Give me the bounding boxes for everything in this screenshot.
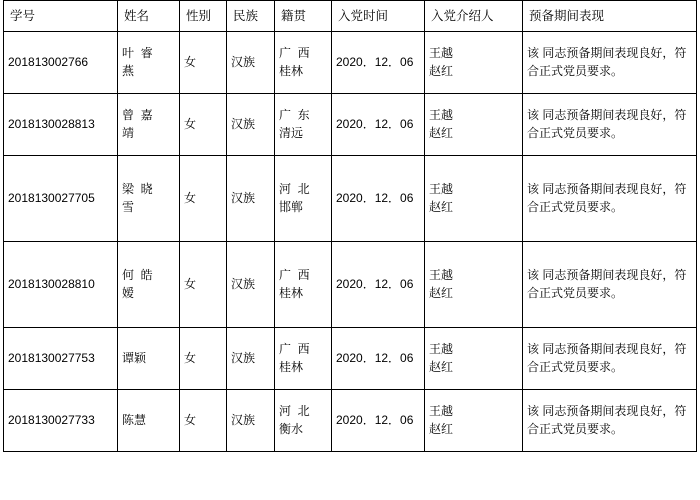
cell-introducer — [425, 32, 523, 94]
cell-gender: 女 — [180, 328, 227, 390]
cell-student-id — [4, 32, 118, 94]
table-row — [4, 32, 697, 94]
table-row — [4, 242, 697, 328]
cell-name — [118, 156, 180, 242]
introducer-line-2: 赵红 — [429, 63, 454, 78]
performance-text: 该 同志预备期间表现良好，符合正式党员要求。 — [527, 404, 687, 436]
hometown-line-2: 邯郸 — [279, 199, 304, 214]
cell-introducer — [425, 328, 523, 390]
name-line-2: 靖 — [122, 125, 135, 140]
cell-gender: 女 — [180, 156, 227, 242]
cell-join-date — [332, 242, 425, 328]
hometown-line-1: 河 北 — [279, 404, 310, 419]
hometown-line-1: 广 西 — [279, 342, 310, 357]
cell-hometown — [275, 32, 332, 94]
table-header — [4, 1, 697, 32]
cell-ethnicity: 汉族 — [227, 242, 275, 328]
student-id-line-2: 33 — [81, 412, 95, 427]
cell-gender: 女 — [180, 94, 227, 156]
hometown-line-1: 广 西 — [279, 268, 310, 283]
cell-introducer — [425, 242, 523, 328]
cell-student-id — [4, 94, 118, 156]
introducer-line-1: 王越 — [429, 182, 454, 197]
introducer-line-1: 王越 — [429, 268, 454, 283]
cell-performance — [523, 32, 697, 94]
hometown-line-2: 清远 — [279, 125, 304, 140]
introducer-line-2: 赵红 — [429, 125, 454, 140]
cell-introducer — [425, 390, 523, 452]
name-line-1: 何 皓 — [122, 268, 153, 283]
cell-name — [118, 242, 180, 328]
cell-join-date — [332, 390, 425, 452]
cell-hometown — [275, 328, 332, 390]
cell-join-date — [332, 94, 425, 156]
join-date-line-2: 6 — [406, 412, 414, 427]
cell-ethnicity: 汉族 — [227, 32, 275, 94]
name-line-1: 谭颖 — [122, 350, 147, 365]
cell-hometown — [275, 242, 332, 328]
column-header-performance: 预备期间表现 — [523, 1, 697, 32]
column-header-ethnicity: 民族 — [227, 1, 275, 32]
name-line-1: 陈慧 — [122, 412, 147, 427]
hometown-line-2: 桂林 — [279, 63, 304, 78]
hometown-line-1: 河 北 — [279, 182, 310, 197]
cell-hometown — [275, 390, 332, 452]
student-id-line-1: 20181300276 — [8, 54, 82, 69]
student-id-line-2: 10 — [81, 276, 95, 291]
cell-gender: 女 — [180, 32, 227, 94]
name-line-1: 梁 晓 — [122, 182, 153, 197]
join-date-line-2: 6 — [406, 54, 414, 69]
join-date-line-1: 2020．12．0 — [336, 350, 407, 365]
student-id-line-2: 53 — [81, 350, 95, 365]
join-date-line-2: 6 — [406, 350, 414, 365]
cell-join-date — [332, 32, 425, 94]
cell-performance — [523, 156, 697, 242]
introducer-line-2: 赵红 — [429, 285, 454, 300]
cell-student-id — [4, 156, 118, 242]
name-line-1: 叶 睿 — [122, 46, 153, 61]
cell-hometown — [275, 156, 332, 242]
cell-ethnicity: 汉族 — [227, 390, 275, 452]
introducer-line-2: 赵红 — [429, 421, 454, 436]
join-date-line-2: 6 — [406, 116, 414, 131]
join-date-line-1: 2020．12．0 — [336, 412, 407, 427]
cell-performance — [523, 94, 697, 156]
cell-student-id — [4, 390, 118, 452]
table-row — [4, 328, 697, 390]
name-line-2: 雪 — [122, 199, 135, 214]
name-line-1: 曾 嘉 — [122, 108, 153, 123]
hometown-line-2: 桂林 — [279, 285, 304, 300]
join-date-line-1: 2020．12．0 — [336, 116, 407, 131]
student-id-line-1: 20181300277 — [8, 190, 82, 205]
join-date-line-1: 2020．12．0 — [336, 54, 407, 69]
performance-text: 该 同志预备期间表现良好，符合正式党员要求。 — [527, 342, 687, 374]
student-id-line-1: 20181300288 — [8, 276, 82, 291]
hometown-line-1: 广 西 — [279, 46, 310, 61]
introducer-line-1: 王越 — [429, 108, 454, 123]
column-header-introducer: 入党介绍人 — [425, 1, 523, 32]
join-date-line-1: 2020．12．0 — [336, 276, 407, 291]
cell-introducer — [425, 94, 523, 156]
table-row — [4, 94, 697, 156]
introducer-line-1: 王越 — [429, 342, 454, 357]
column-header-gender: 性别 — [180, 1, 227, 32]
table-header-row — [4, 1, 697, 32]
join-date-line-1: 2020．12．0 — [336, 190, 407, 205]
cell-join-date — [332, 156, 425, 242]
hometown-line-2: 桂林 — [279, 359, 304, 374]
table-row — [4, 390, 697, 452]
cell-performance — [523, 328, 697, 390]
hometown-line-1: 广 东 — [279, 108, 310, 123]
cell-ethnicity: 汉族 — [227, 156, 275, 242]
student-id-line-1: 20181300288 — [8, 116, 82, 131]
performance-text: 该 同志预备期间表现良好，符合正式党员要求。 — [527, 46, 687, 78]
performance-text: 该 同志预备期间表现良好，符合正式党员要求。 — [527, 182, 687, 214]
cell-ethnicity: 汉族 — [227, 328, 275, 390]
cell-performance — [523, 390, 697, 452]
cell-name — [118, 94, 180, 156]
table-row — [4, 156, 697, 242]
student-id-line-1: 20181300277 — [8, 350, 82, 365]
column-header-name: 姓名 — [118, 1, 180, 32]
hometown-line-2: 衡水 — [279, 421, 304, 436]
student-id-line-2: 05 — [81, 190, 95, 205]
cell-student-id — [4, 328, 118, 390]
student-id-line-2: 6 — [81, 54, 89, 69]
cell-name — [118, 390, 180, 452]
cell-name — [118, 328, 180, 390]
cell-gender: 女 — [180, 390, 227, 452]
cell-introducer — [425, 156, 523, 242]
introducer-line-2: 赵红 — [429, 359, 454, 374]
introducer-line-2: 赵红 — [429, 199, 454, 214]
name-line-2: 燕 — [122, 63, 135, 78]
table-body — [4, 32, 697, 452]
performance-text: 该 同志预备期间表现良好，符合正式党员要求。 — [527, 268, 687, 300]
column-header-student-id: 学号 — [4, 1, 118, 32]
student-id-line-1: 20181300277 — [8, 412, 82, 427]
cell-gender: 女 — [180, 242, 227, 328]
party-member-table — [3, 0, 697, 452]
performance-text: 该 同志预备期间表现良好，符合正式党员要求。 — [527, 108, 687, 140]
cell-hometown — [275, 94, 332, 156]
cell-name — [118, 32, 180, 94]
name-line-2: 嫒 — [122, 285, 135, 300]
join-date-line-2: 6 — [406, 276, 414, 291]
column-header-join-date: 入党时间 — [332, 1, 425, 32]
introducer-line-1: 王越 — [429, 46, 454, 61]
introducer-line-1: 王越 — [429, 404, 454, 419]
cell-performance — [523, 242, 697, 328]
cell-ethnicity: 汉族 — [227, 94, 275, 156]
join-date-line-2: 6 — [406, 190, 414, 205]
cell-student-id — [4, 242, 118, 328]
student-id-line-2: 13 — [81, 116, 95, 131]
column-header-hometown: 籍贯 — [275, 1, 332, 32]
cell-join-date — [332, 328, 425, 390]
